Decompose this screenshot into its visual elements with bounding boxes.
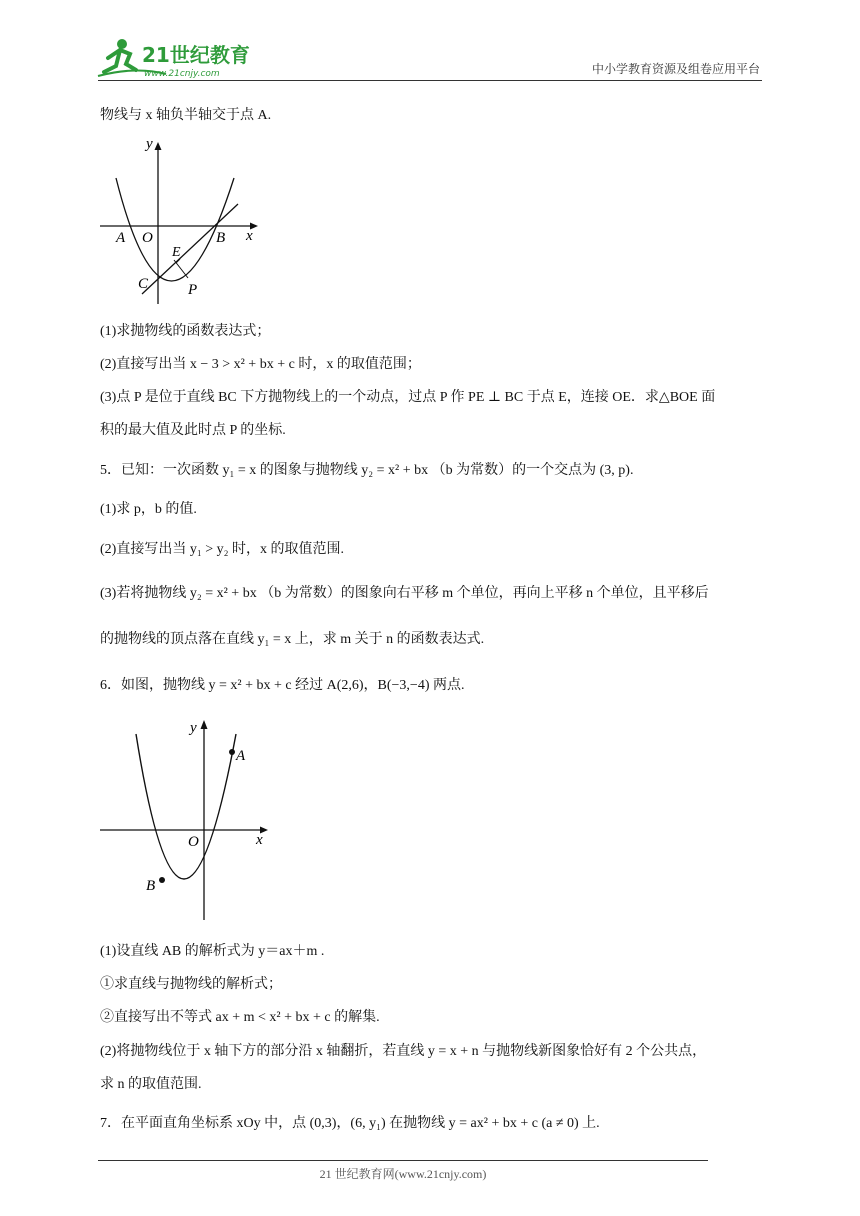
q4-label-a: A <box>116 230 126 246</box>
q6-part1a: ①求直线与抛物线的解析式； <box>100 977 282 992</box>
q6-parabola <box>136 734 236 879</box>
q6-part1: (1)设直线 AB 的解析式为 y＝ax＋m . <box>100 944 325 959</box>
runner-logo-icon <box>96 36 256 80</box>
q4-label-e: E <box>172 245 181 260</box>
q4-part1: (1)求抛物线的函数表达式； <box>100 324 271 339</box>
q4-label-c: C <box>138 276 149 292</box>
q6-stem: 6．如图，抛物线 y = x² + bx + c 经过 A(2,6)，B(−3,−4) 两点. <box>100 678 465 693</box>
q6-label-o: O <box>188 834 199 850</box>
q4-label-p: P <box>188 282 198 298</box>
q5-part3a: (3)若将抛物线 y₂ = x² + bx （b 为常数）的图象向右平移 m 个单位，再向上平移 n 个单位，且平移后 <box>100 586 709 601</box>
footer-divider <box>98 1160 708 1161</box>
q6-label-a: A <box>236 748 246 764</box>
q4-part2: (2)直接写出当 x − 3 > x² + bx + c 时，x 的取值范围； <box>100 357 421 372</box>
q5-part3b: 的抛物线的顶点落在直线 y₁ = x 上，求 m 关于 n 的函数表达式. <box>100 632 485 647</box>
q6-label-x: x <box>256 832 263 848</box>
q6-point-b <box>159 877 165 883</box>
q6-y-arrow-icon <box>201 720 208 729</box>
logo <box>96 36 256 80</box>
q4-figure <box>96 134 266 310</box>
q5-stem: 5．已知：一次函数 y₁ = x 的图象与抛物线 y₂ = x² + bx （b 为常数）的一个交点为 (3, p). <box>100 463 634 478</box>
q4-part3a: (3)点 P 是位于直线 BC 下方抛物线上的一个动点，过点 P 作 PE ⊥ BC 于点 E，连接 OE．求△BOE 面 <box>100 390 716 405</box>
q6-label-b: B <box>146 878 156 894</box>
logo-url: www.21cnjy.com <box>144 69 220 79</box>
q6-figure <box>96 714 276 928</box>
q4-label-o: O <box>142 230 153 246</box>
header-title: 中小学教育资源及组卷应用平台 <box>591 62 760 76</box>
header-divider <box>98 80 762 81</box>
q4-label-y: y <box>146 136 153 152</box>
q6-label-y: y <box>190 720 197 736</box>
q6-part1b: ②直接写出不等式 ax + m < x² + bx + c 的解集. <box>100 1010 380 1025</box>
q6-point-a <box>229 749 235 755</box>
q5-part1: (1)求 p，b 的值. <box>100 502 197 517</box>
q4-line-bc <box>142 204 238 294</box>
q4-intro: 物线与 x 轴负半轴交于点 A. <box>100 108 272 123</box>
q6-part2b: 求 n 的取值范围. <box>100 1077 202 1092</box>
q4-y-arrow-icon <box>155 142 162 150</box>
q4-label-b: B <box>216 230 226 246</box>
q4-label-x: x <box>246 228 253 244</box>
footer-link[interactable]: 21 世纪教育网(www.21cnjy.com) <box>319 1167 487 1181</box>
q6-part2a: (2)将抛物线位于 x 轴下方的部分沿 x 轴翻折，若直线 y = x + n 与抛物线新图象恰好有 2 个公共点， <box>100 1044 707 1059</box>
q4-part3b: 积的最大值及此时点 P 的坐标. <box>100 423 286 438</box>
q5-part2: (2)直接写出当 y₁ > y₂ 时，x 的取值范围. <box>100 542 344 557</box>
q7-stem: 7．在平面直角坐标系 xOy 中，点 (0,3)，(6, y₁) 在抛物线 y = ax² + bx + c (a ≠ 0) 上. <box>100 1116 600 1131</box>
logo-text: 21世纪教育 <box>142 43 250 67</box>
